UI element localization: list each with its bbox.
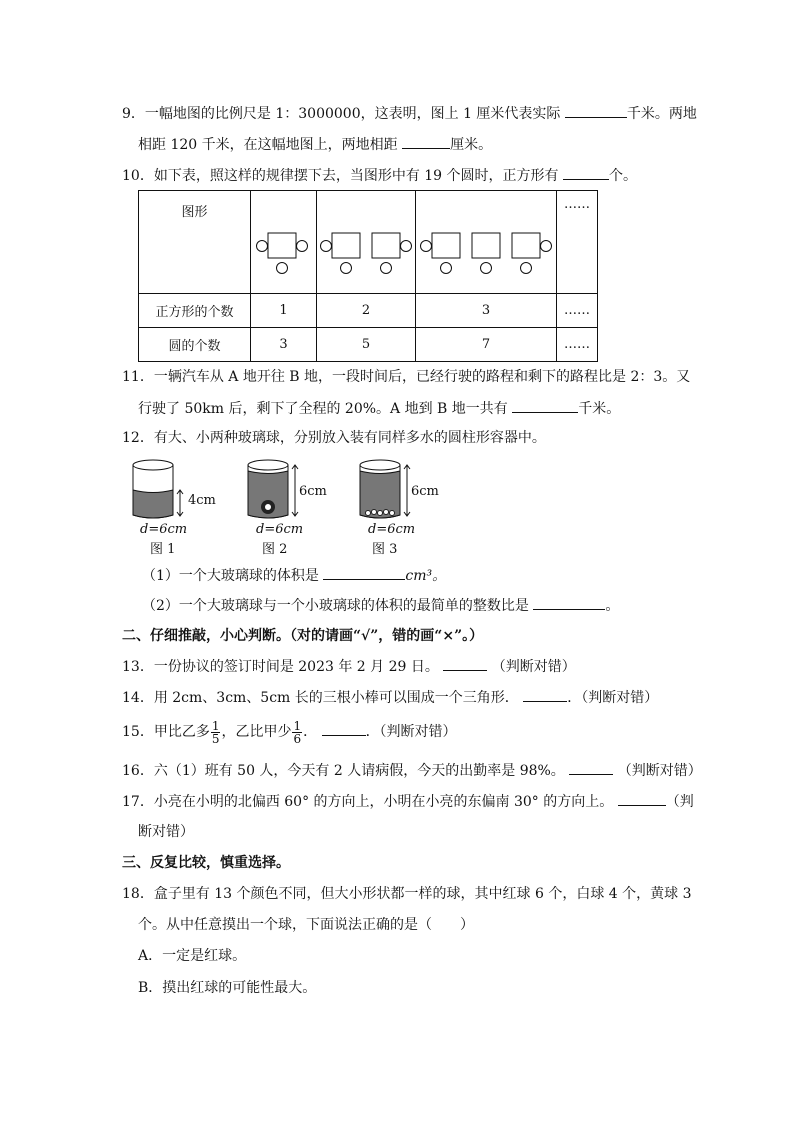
figure-cell-2 [317, 191, 416, 294]
circles-count: 7 [416, 328, 557, 362]
fig3-height-label: 6cm [411, 484, 439, 499]
ellipsis-cell: …… [557, 328, 598, 362]
figure-cell-1 [251, 191, 317, 294]
figure-3-squares-circles [416, 191, 556, 289]
q12-blank2[interactable] [533, 595, 605, 610]
fig2-height-label: 6cm [299, 484, 327, 499]
fraction-one-fifth: $\frac{1}{5}$ [211, 718, 220, 746]
figure-2-squares-circles [317, 191, 415, 289]
q11-line2: 行驶了 50km 后，剩下了全程的 20%。A 地到 B 地一共有 千米。 [138, 398, 620, 419]
q18-line2: 个。从中任意摸出一个球，下面说法正确的是（ ） [138, 917, 474, 933]
ellipsis-cell: …… [557, 191, 598, 294]
fig3-caption: 图 3 [372, 542, 398, 557]
q11-line1: 11．一辆汽车从 A 地开往 B 地，一段时间后，已经行驶的路程和剩下的路程比是 2：3。又 [122, 369, 691, 385]
q17-line2: 断对错） [138, 824, 194, 840]
circles-count: 5 [317, 328, 416, 362]
q12-sub2: （2）一个大玻璃球与一个小玻璃球的体积的最简单的整数比是 。 [142, 595, 619, 616]
q11-blank[interactable] [512, 398, 578, 413]
q14-blank[interactable] [523, 687, 567, 702]
squares-count: 2 [317, 294, 416, 328]
q18-line1: 18．盒子里有 13 个颜色不同，但大小形状都一样的球，其中红球 6 个，白球 4 个，黄球 3 [122, 886, 692, 902]
q9-blank2[interactable] [402, 134, 450, 149]
q10-table [138, 190, 598, 362]
squares-count: 3 [416, 294, 557, 328]
fig1-height-label: 4cm [188, 493, 216, 508]
q12-blank1[interactable] [323, 565, 405, 580]
q9-line2: 相距 120 千米，在这幅地图上，两地相距 厘米。 [138, 134, 492, 155]
q17-line1: 17．小亮在小明的北偏西 60° 的方向上，小明在小亮的东偏南 30° 的方向上。 （判 [122, 791, 694, 812]
fig1-diameter-label: d=6cm [140, 522, 188, 537]
fig2-caption: 图 2 [262, 542, 288, 557]
fraction-one-sixth: $\frac{1}{6}$ [293, 718, 302, 746]
q10-blank[interactable] [563, 165, 609, 180]
figure-cell-3 [416, 191, 557, 294]
figure-1-squares-circles [251, 191, 316, 289]
q12-sub1: （1）一个大玻璃球的体积是 cm³。 [142, 565, 446, 586]
row-header-figure: 图形 [139, 191, 251, 294]
q13-blank[interactable] [443, 656, 487, 671]
q9-line1: 9．一幅地图的比例尺是 1：3000000，这表明，图上 1 厘米代表实际 千米。两地 [122, 103, 697, 124]
q14: 14．用 2cm、3cm、5cm 长的三根小棒可以围成一个三角形． ．（判断对错） [122, 687, 658, 708]
section-2-heading: 二、仔细推敲，小心判断。（对的请画“√”，错的画“×”。） [122, 628, 484, 644]
q18-option-b[interactable]: B．摸出红球的可能性最大。 [138, 980, 317, 996]
squares-count: 1 [251, 294, 317, 328]
q13: 13．一份协议的签订时间是 2023 年 2 月 29 日。 （判断对错） [122, 656, 576, 677]
section-3-heading: 三、反复比较，慎重选择。 [122, 855, 290, 871]
q16: 16．六（1）班有 50 人，今天有 2 人请病假，今天的出勤率是 98%。 （判断对错） [122, 760, 702, 781]
q16-blank[interactable] [569, 760, 613, 775]
q10-text: 10．如下表，照这样的规律摆下去，当图形中有 19 个圆时，正方形有 个。 [122, 165, 637, 186]
q17-blank[interactable] [618, 791, 666, 806]
q9-blank1[interactable] [565, 103, 627, 118]
cylinder-figure-1 [128, 455, 228, 525]
fig2-diameter-label: d=6cm [256, 522, 304, 537]
q15-blank[interactable] [322, 721, 366, 736]
q18-option-a[interactable]: A．一定是红球。 [138, 948, 247, 964]
fig1-caption: 图 1 [150, 542, 176, 557]
q12-text: 12．有大、小两种玻璃球，分别放入装有同样多水的圆柱形容器中。 [122, 430, 546, 446]
circles-count: 3 [251, 328, 317, 362]
row-header-squares: 正方形的个数 [139, 294, 251, 328]
ellipsis-cell: …… [557, 294, 598, 328]
row-header-circles: 圆的个数 [139, 328, 251, 362]
fig3-diameter-label: d=6cm [368, 522, 416, 537]
q15: 15．甲比乙多 $\frac{1}{5}$ ，乙比甲少 $\frac{1}{6}$ ． ．（判断对错） [122, 718, 457, 746]
